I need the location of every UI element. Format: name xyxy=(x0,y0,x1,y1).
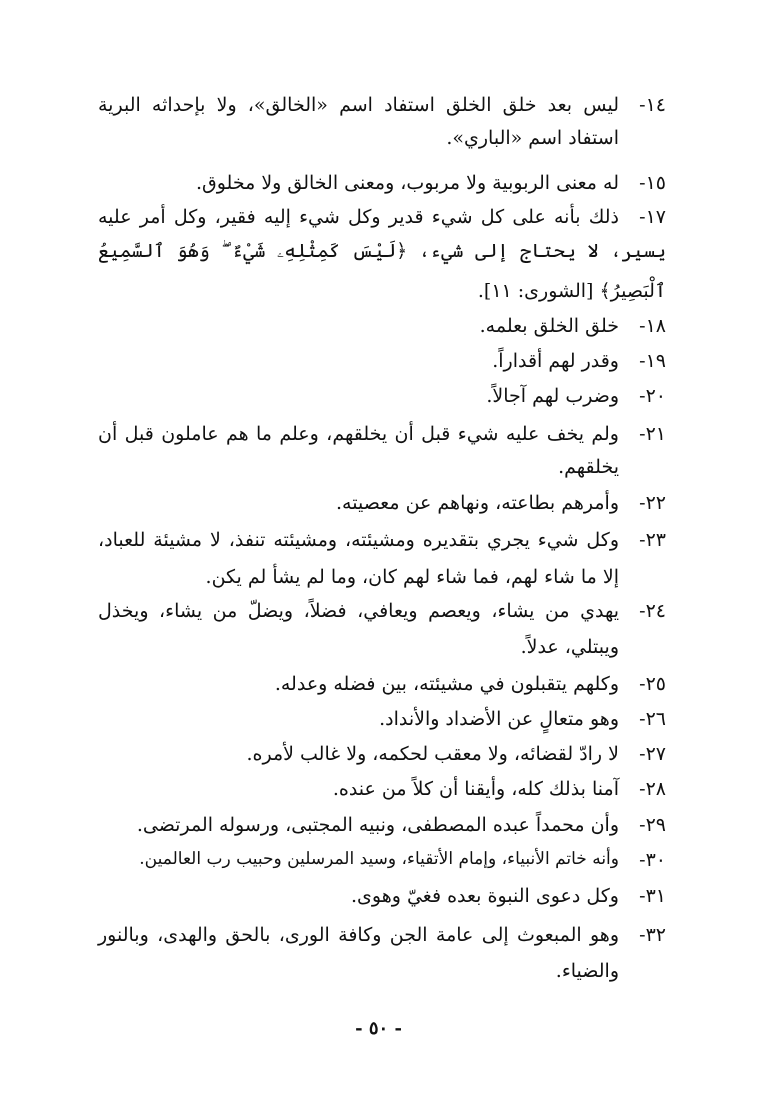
item-text: والضياء. xyxy=(555,960,619,982)
item-text: وقدر لهم أقداراً. xyxy=(492,350,619,372)
item-text: استفاد اسم «الباري». xyxy=(446,127,619,149)
item-number: ١٩- xyxy=(639,350,666,372)
item-number: ٢١- xyxy=(639,423,666,445)
item-text: إلا ما شاء لهم، فما شاء لهم كان، وما لم يشأ لم يكن. xyxy=(205,566,619,588)
item-number: ١٧- xyxy=(639,206,666,228)
page-number: - ٥٠ - xyxy=(355,1018,402,1039)
item-number: ٣١- xyxy=(639,885,666,907)
item-text: يخلقهم. xyxy=(558,456,619,478)
item-number: ١٤- xyxy=(639,94,666,116)
item-text: يسير، لا يحتاج إلى شيء، ﴿لَيْسَ كَمِثْلِهِۦ شَيْءٌ ۖ وَهُوَ ٱلسَّمِيعُ xyxy=(98,240,666,262)
item-text: وضرب لهم آجالاً. xyxy=(486,385,619,407)
item-text: ٱلْبَصِيرُ﴾ [الشورى: ١١]. xyxy=(477,280,666,302)
item-number: ١٨- xyxy=(639,315,666,337)
item-text: وأمرهم بطاعته، ونهاهم عن معصيته. xyxy=(336,492,619,514)
item-number: ٢٩- xyxy=(639,814,666,836)
item-text: وكل شيء يجري بتقديره ومشيئته، ومشيئته تنفذ، لا مشيئة للعباد، xyxy=(98,529,619,551)
item-text: وكلهم يتقبلون في مشيئته، بين فضله وعدله. xyxy=(274,673,619,695)
item-text: ويبتلي، عدلاً. xyxy=(520,636,619,658)
item-text: وأن محمداً عبده المصطفى، ونبيه المجتبى، ورسوله المرتضى. xyxy=(136,814,619,836)
item-text: ذلك بأنه على كل شيء قدير وكل شيء إليه فقير، وكل أمر عليه xyxy=(98,206,619,228)
item-text: يهدي من يشاء، ويعصم ويعافي، فضلاً، ويضلّ من يشاء، ويخذل xyxy=(98,600,619,622)
item-number: ٢٨- xyxy=(639,778,666,800)
item-text: له معنى الربوبية ولا مربوب، ومعنى الخالق ولا مخلوق. xyxy=(195,172,619,194)
item-number: ٢٢- xyxy=(639,492,666,514)
item-number: ٢٤- xyxy=(639,600,666,622)
item-number: ٣٠- xyxy=(639,849,666,871)
item-text: وكل دعوى النبوة بعده فغيّ وهوى. xyxy=(351,885,619,907)
item-text: لا رادّ لقضائه، ولا معقب لحكمه، ولا غالب لأمره. xyxy=(246,743,619,765)
item-number: ٢٥- xyxy=(639,673,666,695)
item-text: آمنا بذلك كله، وأيقنا أن كلاً من عنده. xyxy=(332,778,619,800)
item-number: ٣٢- xyxy=(639,924,666,946)
item-number: ١٥- xyxy=(639,172,666,194)
item-number: ٢٣- xyxy=(639,529,666,551)
item-text: وهو متعالٍ عن الأضداد والأنداد. xyxy=(379,708,619,730)
item-text: ليس بعد خلق الخلق استفاد اسم «الخالق»، ولا بإحداثه البرية xyxy=(98,94,619,116)
item-number: ٢٠- xyxy=(639,385,666,407)
item-text: وأنه خاتم الأنبياء، وإمام الأتقياء، وسيد المرسلين وحبيب رب العالمين. xyxy=(139,849,619,869)
item-text: وهو المبعوث إلى عامة الجن وكافة الورى، بالحق والهدى، وبالنور xyxy=(98,924,619,946)
item-number: ٢٦- xyxy=(639,708,666,730)
item-text: ولم يخف عليه شيء قبل أن يخلقهم، وعلم ما هم عاملون قبل أن xyxy=(98,423,619,445)
item-text: خلق الخلق بعلمه. xyxy=(479,315,619,337)
item-number: ٢٧- xyxy=(639,743,666,765)
